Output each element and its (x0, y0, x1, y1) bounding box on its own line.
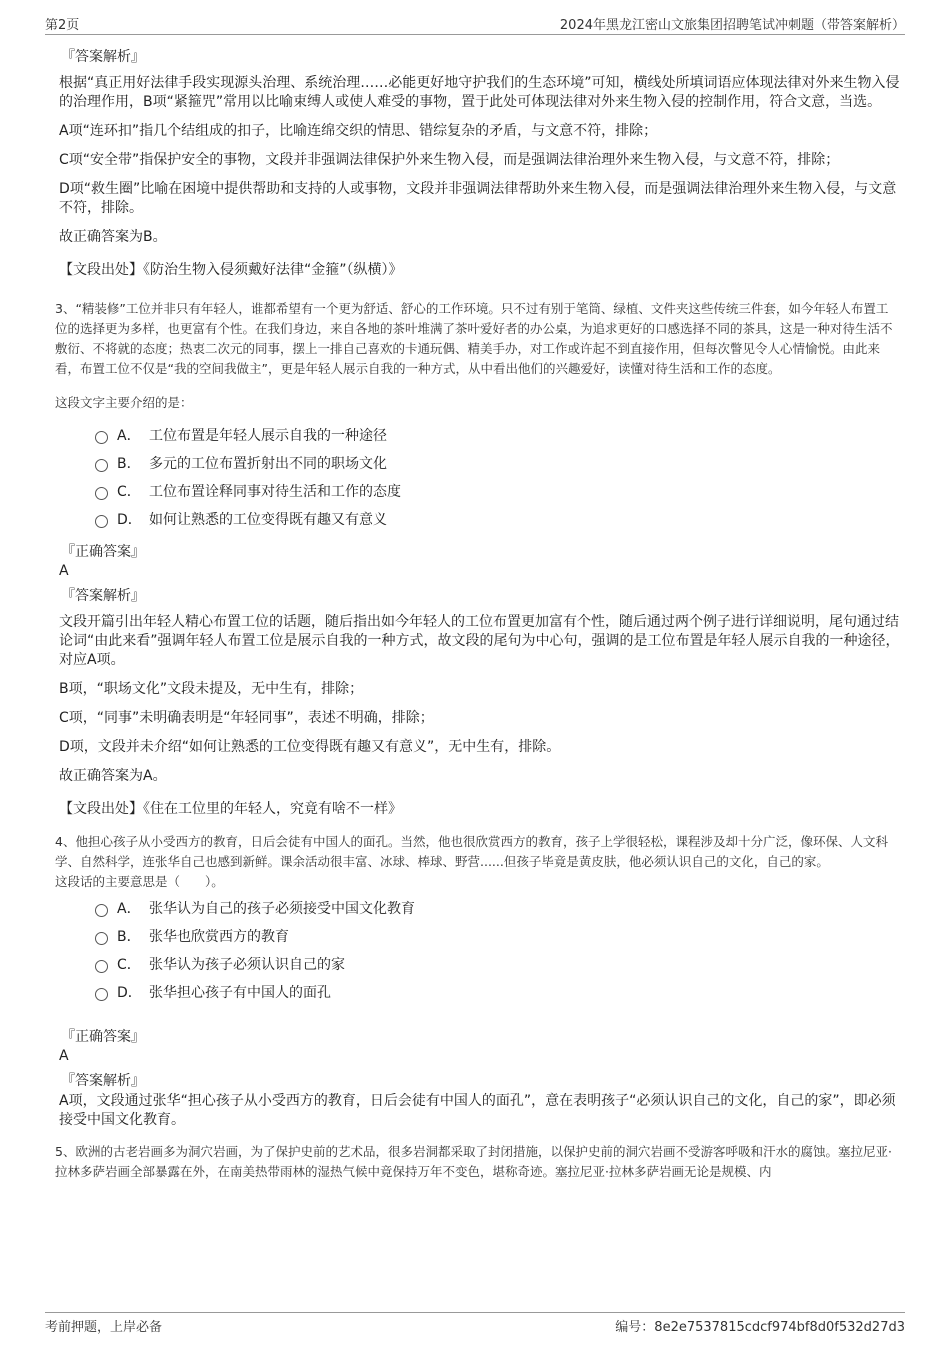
correct-answer-heading: 『正确答案』 (61, 1029, 145, 1045)
option-text: 张华担心孩子有中国人的面孔 (149, 985, 331, 1001)
code-value: 8e2e7537815cdcf974bf8d0f532d27d3 (654, 1320, 905, 1335)
option-text: 如何让熟悉的工位变得既有趣又有意义 (149, 512, 387, 528)
radio-icon[interactable] (95, 960, 108, 973)
option-text: 多元的工位布置折射出不同的职场文化 (149, 456, 387, 472)
option-letter: A． (117, 901, 141, 917)
radio-icon[interactable] (95, 431, 108, 444)
correct-answer: A (59, 1048, 69, 1064)
correct-answer-heading: 『正确答案』 (61, 544, 145, 560)
option-a[interactable] (95, 894, 900, 922)
option-d[interactable] (95, 978, 900, 1006)
analysis-heading: 『答案解析』 (61, 588, 145, 604)
document-title: 2024年黑龙江密山文旅集团招聘笔试冲刺题（带答案解析） (559, 18, 905, 33)
analysis-paragraph: 故正确答案为A。 (59, 768, 167, 784)
analysis-heading: 『答案解析』 (61, 1073, 145, 1089)
analysis-paragraph: D项“救生圈”比喻在困境中提供帮助和支持的人或事物，文段并非强调法律帮助外来生物入侵，而是强调法律治理外来生物入侵，与文意不符，排除。 (59, 181, 897, 216)
option-text: 张华也欣赏西方的教育 (149, 929, 289, 945)
radio-icon[interactable] (95, 459, 108, 472)
document-code (615, 1316, 905, 1335)
question-stem: 4、他担心孩子从小受西方的教育，日后会徒有中国人的面孔。当然，他也很欣赏西方的教育，孩子上学很轻松，课程涉及却十分广泛，像环保、人文科学、自然科学，连张华自己也感到新鲜。课余活动很丰富、冰球、棒球、野营......但孩子毕竟是黄皮肤，他必须认识自己的文化，自己的家。 (55, 834, 888, 869)
page-footer (45, 1312, 905, 1337)
option-letter: B． (117, 929, 141, 945)
option-c[interactable] (95, 477, 900, 505)
question-prompt: 这段话的主要意思是（ ）。 (55, 874, 224, 889)
code-label: 编号： (615, 1320, 655, 1335)
option-b[interactable] (95, 449, 900, 477)
option-list (95, 421, 900, 533)
radio-icon[interactable] (95, 487, 108, 500)
question-stem: 5、欧洲的古老岩画多为洞穴岩画，为了保护史前的艺术品，很多岩洞都采取了封闭措施，以保护史前的洞穴岩画不受游客呼吸和汗水的腐蚀。塞拉尼亚·拉林多萨岩画全部暴露在外，在南美热带雨林的湿热气候中竟保持万年不变色，堪称奇迹。塞拉尼亚·拉林多萨岩画无论是规模、内 (55, 1144, 892, 1179)
page-number: 第2页 (45, 18, 80, 33)
page-content (55, 40, 900, 1182)
question-prompt: 这段文字主要介绍的是： (55, 395, 193, 410)
source-citation: 【文段出处】《防治生物入侵须戴好法律“金箍”（纵横）》 (59, 262, 403, 278)
analysis-paragraph: 文段开篇引出年轻人精心布置工位的话题，随后指出如今年轻人的工位布置更加富有个性，随后通过两个例子进行详细说明，尾句通过结论词“由此来看”强调年轻人布置工位是展示自我的一种方式，故文段的尾句为中心句，强调的是工位布置是年轻人展示自我的一种途径，对应A项。 (59, 614, 900, 668)
analysis-paragraph: 根据“真正用好法律手段实现源头治理、系统治理……必能更好地守护我们的生态环境”可知，横线处所填词语应体现法律对外来生物入侵的治理作用，B项“紧箍咒”常用以比喻束缚人或使人难受的事物，置于此处可体现法律对外来生物入侵的控制作用，符合文意，当选。 (59, 75, 900, 110)
option-text: 工位布置是年轻人展示自我的一种途径 (149, 428, 387, 444)
correct-answer: A (59, 563, 69, 579)
footer-slogan: 考前押题，上岸必备 (45, 1320, 163, 1335)
page-header (45, 14, 905, 35)
analysis-paragraph: A项“连环扣”指几个结组成的扣子，比喻连绵交织的情思、错综复杂的矛盾，与文意不符，排除； (59, 123, 658, 139)
option-letter: C． (117, 484, 141, 500)
option-letter: B． (117, 456, 141, 472)
option-list (95, 894, 900, 1006)
option-a[interactable] (95, 421, 900, 449)
analysis-heading: 『答案解析』 (61, 49, 145, 65)
option-letter: C． (117, 957, 141, 973)
source-citation: 【文段出处】《住在工位里的年轻人，究竟有啥不一样》 (59, 801, 402, 817)
radio-icon[interactable] (95, 515, 108, 528)
radio-icon[interactable] (95, 988, 108, 1001)
analysis-paragraph: C项，“同事”未明确表明是“年轻同事”，表述不明确，排除； (59, 710, 434, 726)
analysis-paragraph: A项，文段通过张华“担心孩子从小受西方的教育，日后会徒有中国人的面孔”，意在表明孩子“必须认识自己的文化，自己的家”，即必须接受中国文化教育。 (59, 1093, 896, 1128)
option-text: 张华认为孩子必须认识自己的家 (149, 957, 345, 973)
option-letter: D． (117, 985, 142, 1001)
option-text: 工位布置诠释同事对待生活和工作的态度 (149, 484, 401, 500)
question-stem: 3、“精装修”工位并非只有年轻人，谁都希望有一个更为舒适、舒心的工作环境。只不过有别于笔筒、绿植、文件夹这些传统三件套，如今年轻人布置工位的选择更为多样，也更富有个性。在我们身边，来自各地的茶叶堆满了茶叶爱好者的办公桌，为追求更好的口感选择不同的茶具，这是一种对待生活不敷衍、不将就的态度；热衷二次元的同事，摆上一排自己喜欢的卡通玩偶、精美手办，对工作或许起不到直接作用，但每次瞥见令人心情愉悦。由此来看，布置工位不仅是“我的空间我做主”，更是年轻人展示自我的一种方式，从中看出他们的兴趣爱好，读懂对待生活和工作的态度。 (55, 301, 893, 376)
analysis-paragraph: 故正确答案为B。 (59, 229, 167, 245)
radio-icon[interactable] (95, 932, 108, 945)
option-d[interactable] (95, 505, 900, 533)
radio-icon[interactable] (95, 904, 108, 917)
analysis-paragraph: C项“安全带”指保护安全的事物，文段并非强调法律保护外来生物入侵，而是强调法律治理外来生物入侵，与文意不符，排除； (59, 152, 840, 168)
analysis-paragraph: D项，文段并未介绍“如何让熟悉的工位变得既有趣又有意义”，无中生有，排除。 (59, 739, 561, 755)
option-letter: A． (117, 428, 141, 444)
option-c[interactable] (95, 950, 900, 978)
analysis-paragraph: B项，“职场文化”文段未提及，无中生有，排除； (59, 681, 364, 697)
option-text: 张华认为自己的孩子必须接受中国文化教育 (149, 901, 415, 917)
option-letter: D． (117, 512, 142, 528)
option-b[interactable] (95, 922, 900, 950)
